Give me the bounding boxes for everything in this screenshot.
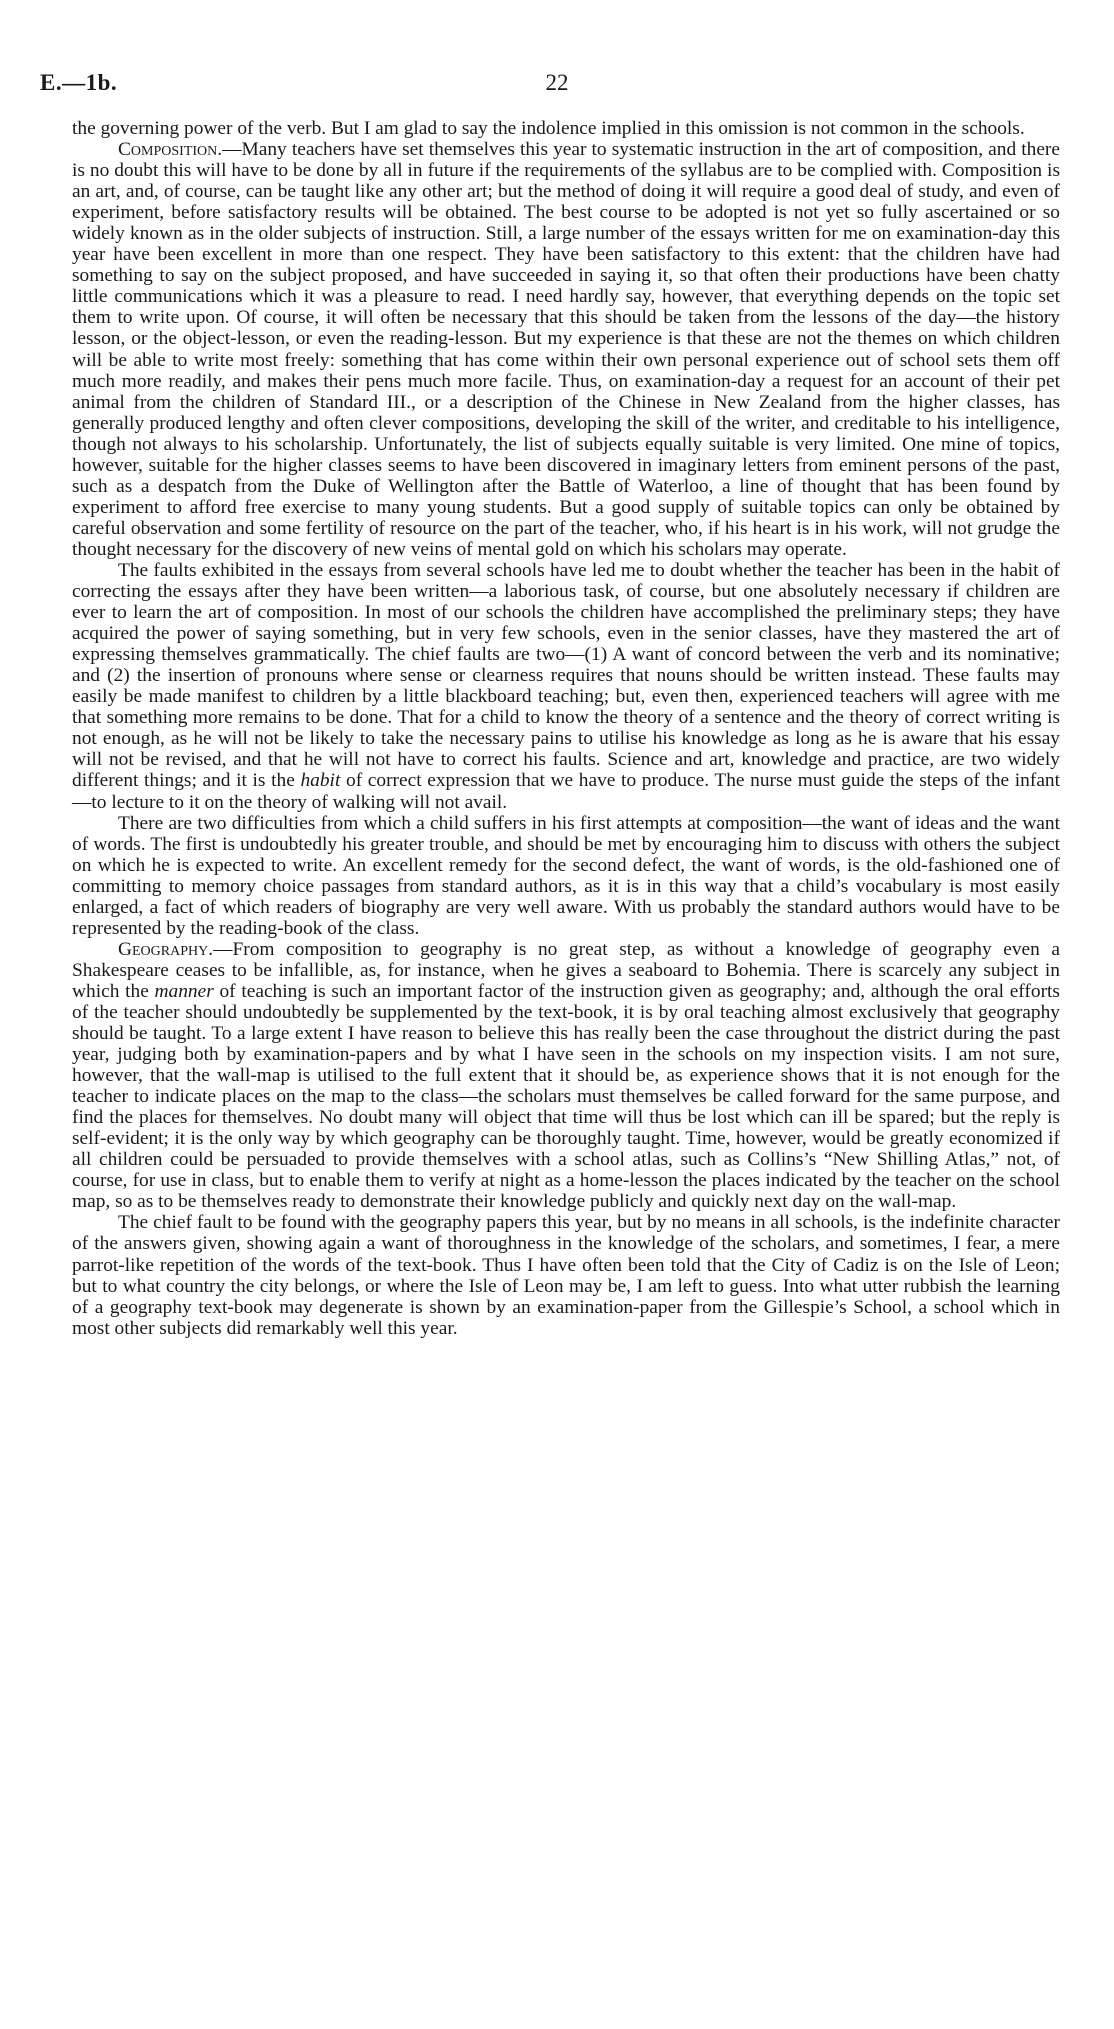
composition-paragraph [72, 139, 1060, 560]
emphasis-manner: manner [154, 980, 214, 1002]
paragraph-text: The faults exhibited in the essays from several schools have led me to doubt whether the teacher has been in the habit of correcting the essays after they have been written—a laborious task, of course, but one absolutely necessary if children are ever to learn the art of composition. In most of our schools the children have accomplished the preliminary steps; they have acquired the power of saying something, but in very few schools, even in the senior classes, have they mastered the art of expressing themselves grammatically. The chief faults are two—(1) A want of concord between the verb and its nominative; and (2) the insertion of pronouns where sense or clearness requires that nouns should be written instead. These faults may easily be made manifest to children by a little blackboard teaching; but, even then, experienced teachers will agree with me that something more remains to be done. That for a child to know the theory of a sentence and the theory of correct writing is not enough, as he will not be likely to take the necessary pains to utilise his knowledge as long as he is aware that his essay will not be revised, and that he will not have to correct his faults. Science and art, knowledge and practice, are two widely different things; and it is the [72, 559, 1060, 792]
page-header [40, 70, 1074, 104]
essay-faults-paragraph [72, 560, 1060, 813]
paragraph-text: There are two difficulties from which a child suffers in his first attempts at composition—the want of ideas and the want of words. The first is undoubtedly his greater trouble, and should be met by encouraging him to discuss with others the subject on which he is expected to write. An excellent remedy for the second defect, the want of words, is the old-fashioned one of committing to memory choice passages from standard authors, as it is in this way that a child’s vocabulary is most easily enlarged, a fact of which readers of biography are very well aware. With us probably the standard authors would have to be represented by the reading-book of the class. [72, 812, 1060, 939]
section-heading-geography: Geography. [118, 938, 214, 960]
paragraph-text: of teaching is such an important factor of the instruction given as geography; and, although the oral efforts of the teacher should undoubtedly be supplemented by the text-book, it is by oral teaching almost exclusively that geography should be taught. To a large extent I have reason to believe this has really been the case throughout the district during the past year, judging both by examination-papers and by what I have seen in the schools on my inspection visits. I am not sure, however, that the wall-map is utilised to the full extent that it should be, as experience shows that it is not enough for the teacher to indicate places on the map to the class—the scholars must themselves be called forward for the same purpose, and find the places for themselves. No doubt many will object that time will thus be lost which can ill be spared; but the reply is self-evident; it is the only way by which geography can be thoroughly taught. Time, however, would be greatly economized if all children could be persuaded to provide themselves with a school atlas, such as Collins’s “New Shilling Atlas,” not, of course, for use in class, but to enable them to verify at night as a home-lesson the places indicated by the teacher on the school map, so as to be themselves ready to demonstrate their knowledge publicly and quickly next day on the wall-map. [72, 980, 1060, 1213]
geography-paragraph [72, 939, 1060, 1213]
body-text [72, 118, 1060, 1339]
paragraph-text: —Many teachers have set themselves this year to systematic instruction in the art of composition, and there is no doubt this will have to be done by all in future if the requirements of the syllabus are to be complied with. Composition is an art, and, of course, can be taught like any other art; but the method of doing it will require a good deal of study, and even of experiment, before satisfactory results will be obtained. The best course to be adopted is not yet so fully ascertained or so widely known as in the older subjects of instruction. Still, a large number of the essays written for me on examination-day this year have been excellent in more than one respect. They have been satisfactory to this extent: that the children have had something to say on the subject proposed, and have succeeded in saying it, so that often their productions have been chatty little communications which it was a pleasure to read. I need hardly say, however, that everything depends on the topic set them to write upon. Of course, it will often be necessary that this should be taken from the lessons of the day—the history lesson, or the object-lesson, or even the reading-lesson. But my experience is that these are not the themes on which children will be able to write most freely: something that has come within their own personal experience out of school sets them off much more readily, and makes their pens much more facile. Thus, on examination-day a request for an account of their pet animal from the children of Standard III., or a description of the Chinese in New Zealand from the higher classes, has generally produced lengthy and often clever compositions, developing the skill of the writer, and creditable to his intelligence, though not always to his scholarship. Unfortunately, the list of subjects equally suitable is very limited. One mine of topics, however, suitable for the higher classes seems to have been discovered in imaginary letters from eminent persons of the past, such as a despatch from the Duke of Wellington after the Battle of Waterloo, a line of thought that has been found by experiment to afford free exercise to many young students. But a good supply of suitable topics can only be obtained by careful observation and some fertility of resource on the part of the teacher, who, if his heart is in his work, will not grudge the thought necessary for the discovery of new veins of mental gold on which his scholars may operate. [72, 139, 1060, 560]
difficulties-paragraph [72, 813, 1060, 939]
page-number: 22 [545, 70, 569, 95]
section-heading-composition: Composition. [118, 139, 223, 161]
continued-paragraph [72, 118, 1060, 139]
paragraph-text: the governing power of the verb. But I am glad to say the indolence implied in this omission is not common in the schools. [72, 118, 1025, 139]
paragraph-text: of correct expression that we have to produce. The nurse must guide the steps of the infant—to lecture to it on the theory of walking will not avail. [72, 770, 1061, 813]
paragraph-text: —From composition to geography is no great step, as without a knowledge of geography even a Shakespeare ceases to be infallible, as, for instance, when he gives a seaboard to Bohemia. There is scarcely any subject in which the [72, 938, 1060, 1002]
paragraph-text: The chief fault to be found with the geography papers this year, but by no means in all schools, is the indefinite character of the answers given, showing again a want of thoroughness in the knowledge of the scholars, and sometimes, I fear, a mere parrot-like repetition of the words of the text-book. Thus I have often been told that the City of Cadiz is on the Isle of Leon; but to what country the city belongs, or where the Isle of Leon may be, I am left to guess. Into what utter rubbish the learning of a geography text-book may degenerate is shown by an examination-paper from the Gillespie’s School, a school which in most other subjects did remarkably well this year. [72, 1212, 1060, 1339]
document-reference: E.—1b. [40, 70, 118, 95]
emphasis-habit: habit [300, 770, 341, 792]
geography-faults-paragraph [72, 1212, 1060, 1338]
